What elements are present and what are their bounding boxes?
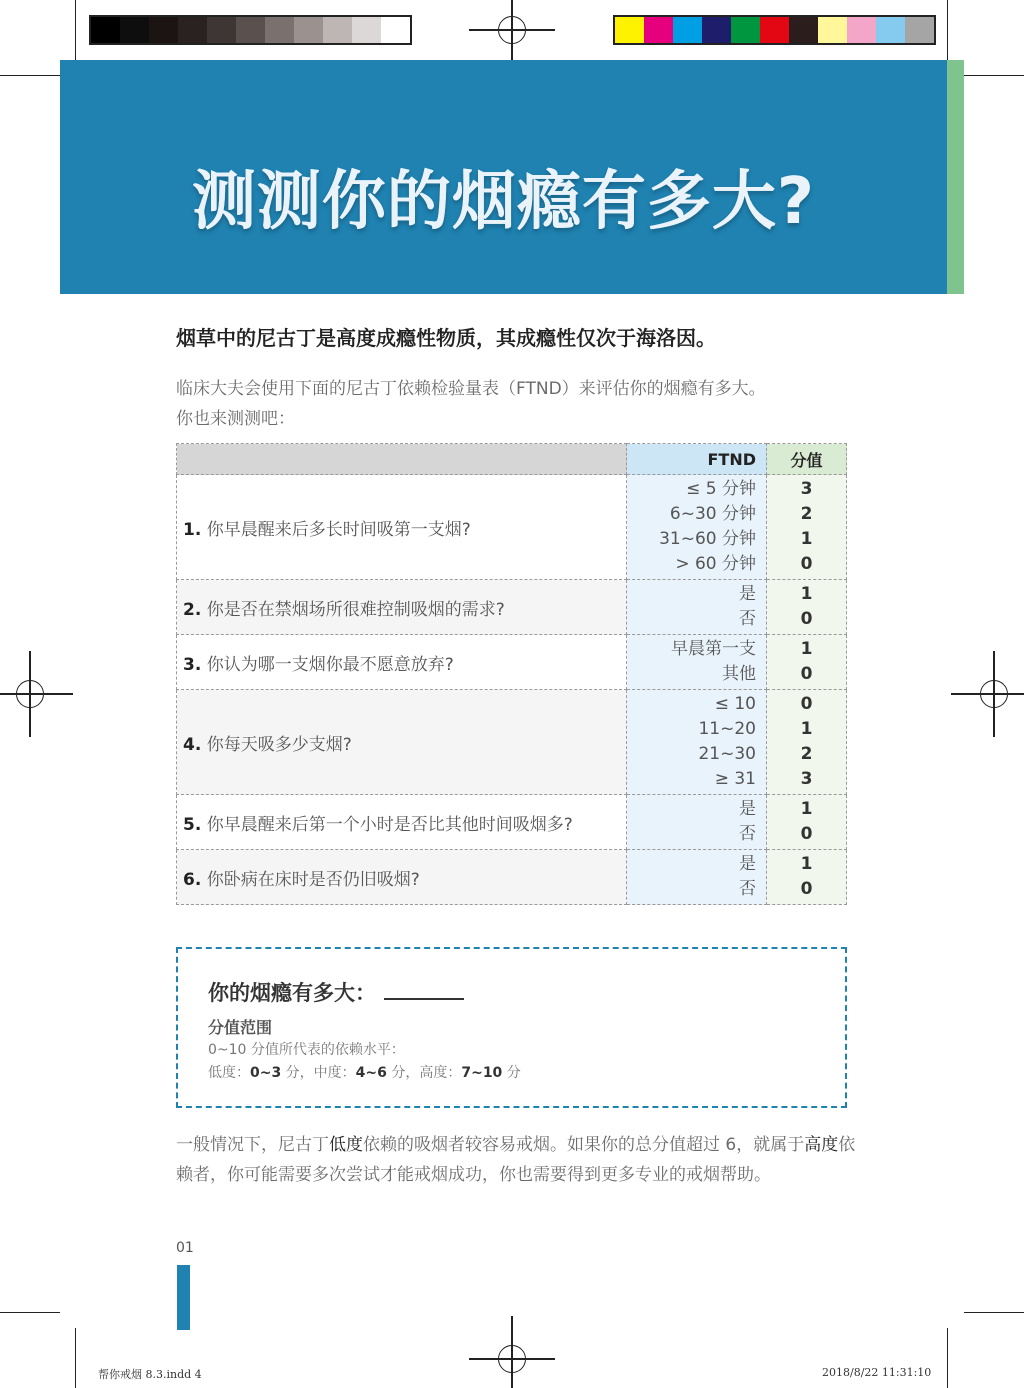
score-value: 0 — [800, 664, 813, 684]
question-cell — [177, 580, 627, 635]
intro-line: 临床大夫会使用下面的尼古丁依赖检验量表（FTND）来评估你的烟瘾有多大。 — [176, 379, 766, 399]
header-ftnd: FTND — [627, 444, 767, 475]
registration-mark-right — [980, 680, 1008, 708]
color-swatch — [644, 17, 673, 43]
crop-mark — [947, 1328, 948, 1388]
ftnd-options-cell — [627, 475, 767, 580]
score-value: 2 — [800, 504, 813, 524]
question-number: 1. — [183, 519, 202, 540]
ftnd-option: 21~30 — [698, 744, 756, 764]
question-cell — [177, 475, 627, 580]
question-cell — [177, 635, 627, 690]
ftnd-option: > 60 分钟 — [675, 554, 756, 574]
score-levels — [208, 1062, 521, 1082]
ftnd-option: 其他 — [722, 664, 756, 684]
color-swatch — [876, 17, 905, 43]
color-swatch — [905, 17, 934, 43]
question-text: 你认为哪一支烟你最不愿意放弃? — [206, 654, 454, 675]
crop-mark — [964, 75, 1024, 76]
lead-statement: 烟草中的尼古丁是高度成瘾性物质，其成瘾性仅次于海洛因。 — [176, 326, 716, 350]
slug-timestamp: 2018/8/22 11:31:10 — [822, 1366, 932, 1379]
crop-mark — [0, 75, 60, 76]
ftnd-option: 否 — [739, 609, 756, 629]
crop-mark — [0, 1312, 60, 1313]
intro-text — [176, 374, 856, 434]
ftnd-table — [176, 443, 847, 905]
table-row — [177, 690, 847, 795]
color-swatch — [847, 17, 876, 43]
color-swatch — [236, 17, 265, 43]
question-number: 6. — [183, 869, 202, 890]
color-swatch — [702, 17, 731, 43]
ftnd-options-cell — [627, 580, 767, 635]
table-row — [177, 635, 847, 690]
table-row — [177, 795, 847, 850]
question-number: 5. — [183, 814, 202, 835]
score-cell — [767, 635, 847, 690]
level-mid-value: 4~6 — [355, 1065, 387, 1081]
score-cell — [767, 795, 847, 850]
score-blank — [384, 980, 464, 1000]
ftnd-option: 早晨第一支 — [671, 639, 756, 659]
color-swatch — [120, 17, 149, 43]
color-swatch — [265, 17, 294, 43]
color-swatch — [178, 17, 207, 43]
score-value: 1 — [800, 584, 813, 604]
ftnd-options-cell — [627, 850, 767, 905]
score-title-text: 你的烟瘾有多大： — [208, 981, 376, 1005]
score-value: 3 — [800, 769, 813, 789]
score-range-desc: 0~10 分值所代表的依赖水平： — [208, 1042, 405, 1058]
score-title — [208, 977, 464, 1007]
page-number-bar — [177, 1265, 190, 1330]
table-row — [177, 475, 847, 580]
ftnd-options-cell — [627, 635, 767, 690]
question-text: 你早晨醒来后多长时间吸第一支烟? — [206, 519, 471, 540]
score-value: 1 — [800, 639, 813, 659]
ftnd-option: 31~60 分钟 — [659, 529, 756, 549]
color-swatch — [323, 17, 352, 43]
score-cell — [767, 580, 847, 635]
closing-text: 依赖者，你可能需要多次尝试才能戒烟成功，你也需要得到更多专业的戒烟帮助。 — [176, 1135, 856, 1185]
score-value: 0 — [800, 694, 813, 714]
ftnd-options-cell — [627, 690, 767, 795]
gray-color-bar — [89, 15, 412, 45]
question-cell — [177, 850, 627, 905]
registration-mark-bottom — [498, 1345, 526, 1373]
question-cell — [177, 690, 627, 795]
registration-mark-top — [498, 16, 526, 44]
crop-mark — [75, 1328, 76, 1388]
slug-file-info: 帮你戒烟 8.3.indd 4 — [98, 1368, 202, 1381]
color-swatch — [673, 17, 702, 43]
color-swatch — [381, 17, 410, 43]
color-swatch — [789, 17, 818, 43]
color-swatch — [207, 17, 236, 43]
closing-emphasis-high: 高度 — [804, 1135, 839, 1155]
score-value: 1 — [800, 719, 813, 739]
color-swatch — [294, 17, 323, 43]
score-cell — [767, 850, 847, 905]
table-row — [177, 850, 847, 905]
closing-emphasis-low: 低度 — [329, 1135, 363, 1155]
crop-mark — [947, 0, 948, 60]
level-high-value: 7~10 — [461, 1065, 503, 1081]
score-value: 2 — [800, 744, 813, 764]
score-value: 0 — [800, 824, 813, 844]
level-low-value: 0~3 — [250, 1065, 282, 1081]
ftnd-option: 否 — [739, 824, 756, 844]
score-value: 1 — [800, 529, 813, 549]
ftnd-option: ≤ 5 分钟 — [686, 479, 756, 499]
color-swatch — [615, 17, 644, 43]
score-value: 0 — [800, 879, 813, 899]
closing-paragraph — [176, 1130, 856, 1190]
color-swatch — [760, 17, 789, 43]
score-cell — [767, 475, 847, 580]
level-high-label: 分，高度： — [386, 1065, 462, 1081]
color-swatch — [91, 17, 120, 43]
question-cell — [177, 795, 627, 850]
ftnd-options-cell — [627, 795, 767, 850]
question-text: 你每天吸多少支烟? — [206, 734, 352, 755]
score-cell — [767, 690, 847, 795]
color-swatch — [818, 17, 847, 43]
question-text: 你早晨醒来后第一个小时是否比其他时间吸烟多? — [206, 814, 573, 835]
process-color-bar — [613, 15, 936, 45]
question-number: 3. — [183, 654, 202, 675]
color-swatch — [149, 17, 178, 43]
ftnd-option: 是 — [739, 854, 756, 874]
ftnd-option: ≤ 10 — [714, 694, 756, 714]
registration-mark-left — [16, 680, 44, 708]
question-number: 4. — [183, 734, 202, 755]
score-value: 3 — [800, 479, 813, 499]
color-swatch — [731, 17, 760, 43]
ftnd-option: 6~30 分钟 — [669, 504, 756, 524]
score-value: 1 — [800, 799, 813, 819]
page-number: 01 — [176, 1240, 194, 1256]
crop-mark — [75, 0, 76, 60]
level-mid-label: 分，中度： — [281, 1065, 356, 1081]
score-box — [176, 947, 847, 1108]
closing-text: 依赖的吸烟者较容易戒烟。如果你的总分值超过 6，就属于 — [363, 1135, 805, 1155]
color-swatch — [352, 17, 381, 43]
closing-text: 一般情况下，尼古丁 — [176, 1135, 329, 1155]
score-value: 1 — [800, 854, 813, 874]
header-accent-stripe — [947, 60, 964, 294]
header-score: 分值 — [767, 444, 847, 475]
crop-mark — [964, 1312, 1024, 1313]
table-row — [177, 580, 847, 635]
level-unit: 分 — [502, 1065, 521, 1081]
header-question-cell — [177, 444, 627, 475]
score-range-title: 分值范围 — [208, 1018, 273, 1037]
ftnd-option: ≥ 31 — [714, 769, 756, 789]
page-title: 测测你的烟瘾有多大? — [60, 150, 947, 242]
question-text: 你是否在禁烟场所很难控制吸烟的需求? — [206, 599, 505, 620]
ftnd-option: 否 — [739, 879, 756, 899]
score-value: 0 — [800, 609, 813, 629]
level-low-label: 低度： — [208, 1065, 250, 1081]
ftnd-option: 是 — [739, 584, 756, 604]
score-value: 0 — [800, 554, 813, 574]
question-text: 你卧病在床时是否仍旧吸烟? — [206, 869, 420, 890]
ftnd-option: 11~20 — [698, 719, 756, 739]
question-number: 2. — [183, 599, 202, 620]
intro-line: 你也来测测吧： — [176, 409, 295, 429]
ftnd-option: 是 — [739, 799, 756, 819]
table-header-row — [177, 444, 847, 475]
